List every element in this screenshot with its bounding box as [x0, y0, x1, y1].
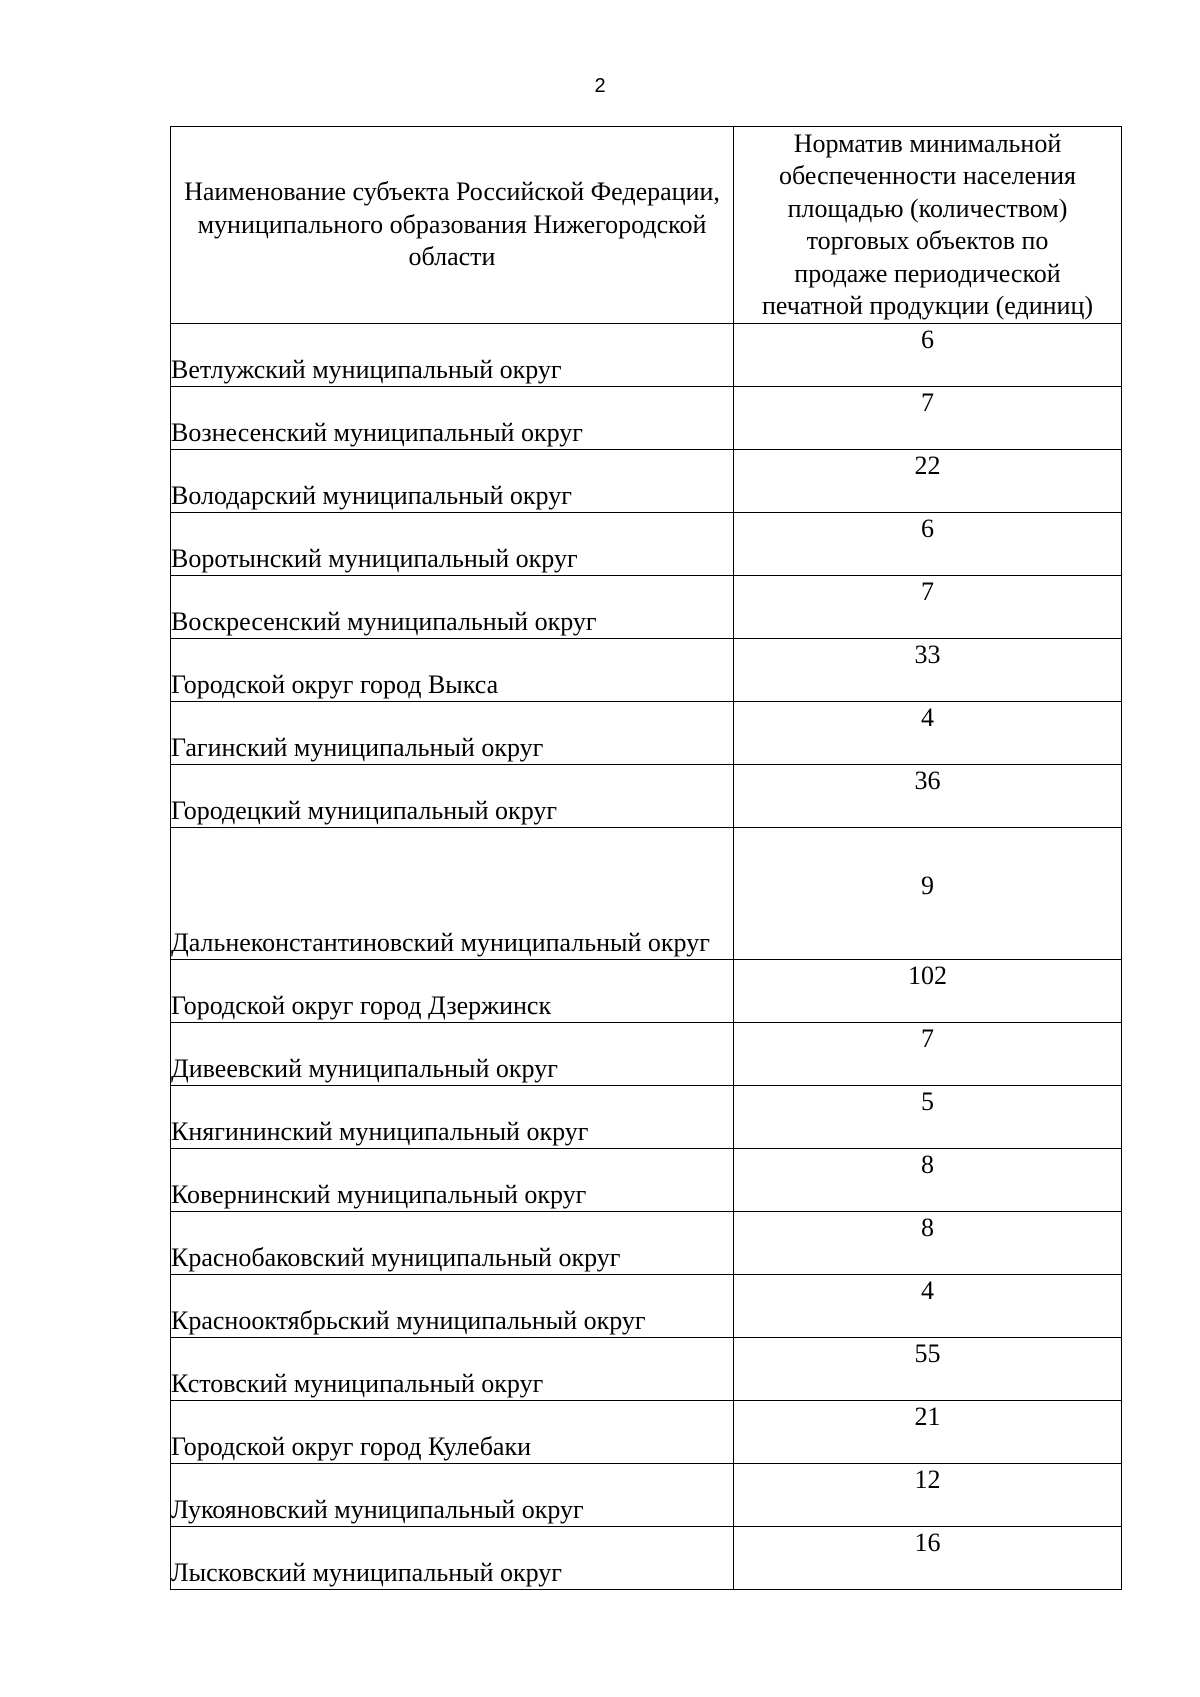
header-norm-line: обеспеченности населения [779, 161, 1076, 190]
norm-value: 7 [734, 1023, 1122, 1086]
table-row [171, 1149, 1122, 1212]
municipality-name: Гагинский муниципальный округ [171, 702, 734, 765]
municipality-name: Краснобаковский муниципальный округ [171, 1212, 734, 1275]
table-header-row [171, 127, 1122, 324]
norm-value: 21 [734, 1401, 1122, 1464]
header-norm-line: торговых объектов по [806, 226, 1049, 255]
norm-value: 22 [734, 450, 1122, 513]
table-row [171, 1086, 1122, 1149]
municipality-name: Вознесенский муниципальный округ [171, 387, 734, 450]
norm-value: 7 [734, 576, 1122, 639]
table-row [171, 828, 1122, 960]
header-norm-line: продаже периодической [794, 258, 1061, 288]
table-row [171, 639, 1122, 702]
header-name-column: Наименование субъекта Российской Федерации, муниципального образования Нижегородской области [171, 127, 734, 324]
table-row [171, 1023, 1122, 1086]
table-row [171, 450, 1122, 513]
table-row [171, 1338, 1122, 1401]
norm-value: 102 [734, 960, 1122, 1023]
municipality-name: Княгининский муниципальный округ [171, 1086, 734, 1149]
norm-value: 33 [734, 639, 1122, 702]
table-row [171, 765, 1122, 828]
norm-value: 4 [734, 1275, 1122, 1338]
table-row [171, 576, 1122, 639]
municipality-name: Воротынский муниципальный округ [171, 513, 734, 576]
header-norm-line: печатной продукции (единиц) [761, 291, 1094, 320]
table-row [171, 1275, 1122, 1338]
municipality-name: Городецкий муниципальный округ [171, 765, 734, 828]
table-row [171, 513, 1122, 576]
municipality-name: Городской округ город Кулебаки [171, 1401, 734, 1464]
norm-value: 5 [734, 1086, 1122, 1149]
header-norm-line: площадью (количеством) [787, 193, 1068, 223]
municipality-name: Городской округ город Дзержинск [171, 960, 734, 1023]
table-row [171, 1464, 1122, 1527]
municipality-name: Лукояновский муниципальный округ [171, 1464, 734, 1527]
norm-value: 8 [734, 1149, 1122, 1212]
norm-value: 8 [734, 1212, 1122, 1275]
norm-value: 55 [734, 1338, 1122, 1401]
norm-value: 6 [734, 513, 1122, 576]
norm-value: 4 [734, 702, 1122, 765]
table-row [171, 702, 1122, 765]
municipality-name: Воскресенский муниципальный округ [171, 576, 734, 639]
table-row [171, 387, 1122, 450]
norm-value: 7 [734, 387, 1122, 450]
norm-value: 12 [734, 1464, 1122, 1527]
municipality-name: Дивеевский муниципальный округ [171, 1023, 734, 1086]
table-row [171, 1401, 1122, 1464]
municipality-name: Дальнеконстантиновский муниципальный округ [171, 828, 734, 960]
norm-value: 9 [734, 828, 1122, 960]
table-row [171, 960, 1122, 1023]
header-norm-column [734, 127, 1122, 324]
municipality-name: Лысковский муниципальный округ [171, 1527, 734, 1590]
municipality-name: Городской округ город Выкса [171, 639, 734, 702]
page-number: 2 [594, 75, 606, 97]
municipality-name: Ковернинский муниципальный округ [171, 1149, 734, 1212]
municipality-name: Кстовский муниципальный округ [171, 1338, 734, 1401]
municipality-name: Ветлужский муниципальный округ [171, 324, 734, 387]
norm-table [170, 126, 1122, 1590]
header-norm-line: Норматив минимальной [793, 128, 1062, 158]
table-row [171, 1527, 1122, 1590]
norm-value: 16 [734, 1527, 1122, 1590]
table-row [171, 324, 1122, 387]
table-row [171, 1212, 1122, 1275]
municipality-name: Краснооктябрьский муниципальный округ [171, 1275, 734, 1338]
municipality-name: Володарский муниципальный округ [171, 450, 734, 513]
norm-value: 6 [734, 324, 1122, 387]
norm-value: 36 [734, 765, 1122, 828]
